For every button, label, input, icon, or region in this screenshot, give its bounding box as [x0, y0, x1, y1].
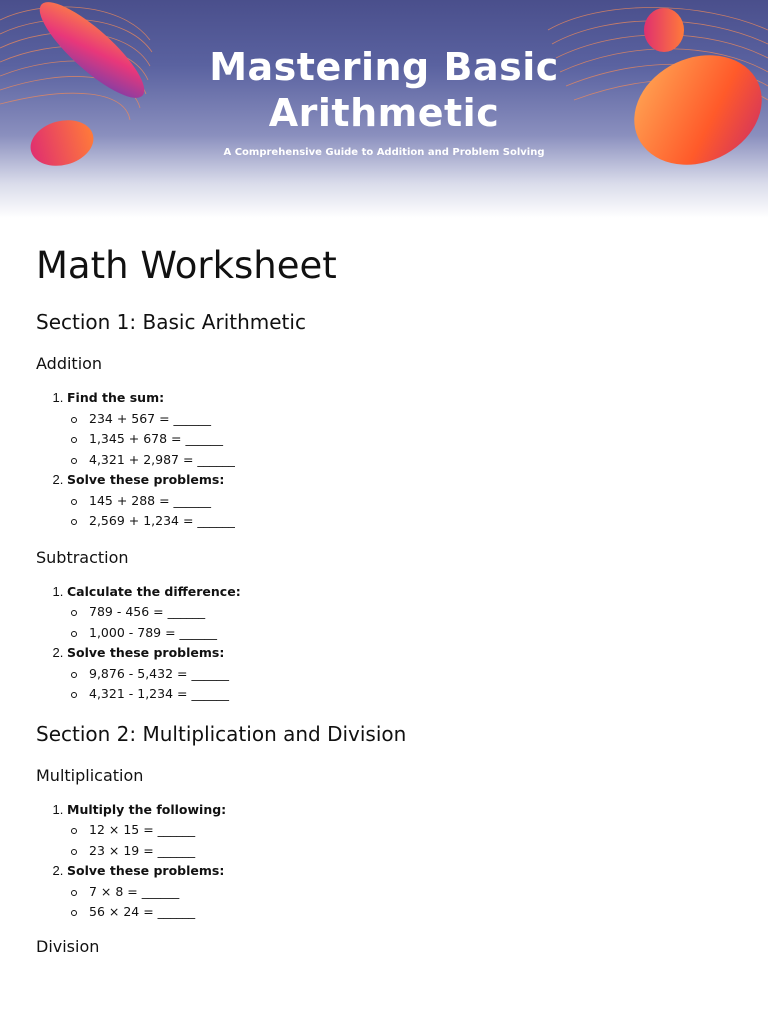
banner-title	[0, 44, 768, 136]
banner-subtitle: A Comprehensive Guide to Addition and Problem Solving	[223, 147, 545, 158]
problem: 56 × 24 = ______	[89, 902, 736, 923]
header-banner	[0, 0, 768, 218]
worksheet-content	[36, 240, 736, 958]
problem: 234 + 567 = ______	[89, 409, 736, 430]
problem-sublist	[67, 602, 736, 643]
problem-sublist	[67, 664, 736, 705]
problem: 4,321 - 1,234 = ______	[89, 684, 736, 705]
problem-sublist	[67, 491, 736, 532]
problem-list	[36, 388, 736, 532]
list-item	[67, 861, 736, 923]
subsection-heading-multiplication: Multiplication	[36, 765, 144, 785]
subsection-heading-subtraction: Subtraction	[36, 547, 129, 567]
problem: 23 × 19 = ______	[89, 841, 736, 862]
problem: 1,000 - 789 = ______	[89, 623, 736, 644]
problem: 1,345 + 678 = ______	[89, 429, 736, 450]
list-item	[67, 643, 736, 705]
list-item	[67, 800, 736, 862]
section-heading: Section 1: Basic Arithmetic	[36, 310, 306, 334]
problem: 7 × 8 = ______	[89, 882, 736, 903]
subsection-heading-division: Division	[36, 936, 100, 956]
problem: 9,876 - 5,432 = ______	[89, 664, 736, 685]
problem-list	[36, 800, 736, 923]
banner-title-line1: Mastering Basic	[209, 45, 559, 89]
problem-group-label: Solve these problems:	[67, 645, 225, 660]
problem: 12 × 15 = ______	[89, 820, 736, 841]
problem-sublist	[67, 882, 736, 923]
list-item	[67, 388, 736, 470]
problem: 2,569 + 1,234 = ______	[89, 511, 736, 532]
problem-group-label: Multiply the following:	[67, 801, 227, 817]
subsection-heading-addition: Addition	[36, 354, 103, 373]
section-heading: Section 2: Multiplication and Division	[36, 721, 407, 746]
problem-group-label: Find the sum:	[67, 390, 165, 405]
problem: 145 + 288 = ______	[89, 491, 736, 512]
list-item	[67, 470, 736, 532]
list-item	[67, 582, 736, 644]
problem-sublist	[67, 409, 736, 471]
banner-title-line2: Arithmetic	[268, 91, 500, 135]
problem: 4,321 + 2,987 = ______	[89, 450, 736, 471]
worksheet-title: Math Worksheet	[36, 244, 337, 287]
problem-list	[36, 582, 736, 705]
problem: 789 - 456 = ______	[89, 602, 736, 623]
problem-sublist	[67, 820, 736, 861]
problem-group-label: Solve these problems:	[67, 863, 225, 878]
problem-group-label: Calculate the difference:	[67, 583, 241, 599]
problem-group-label: Solve these problems:	[67, 472, 225, 487]
